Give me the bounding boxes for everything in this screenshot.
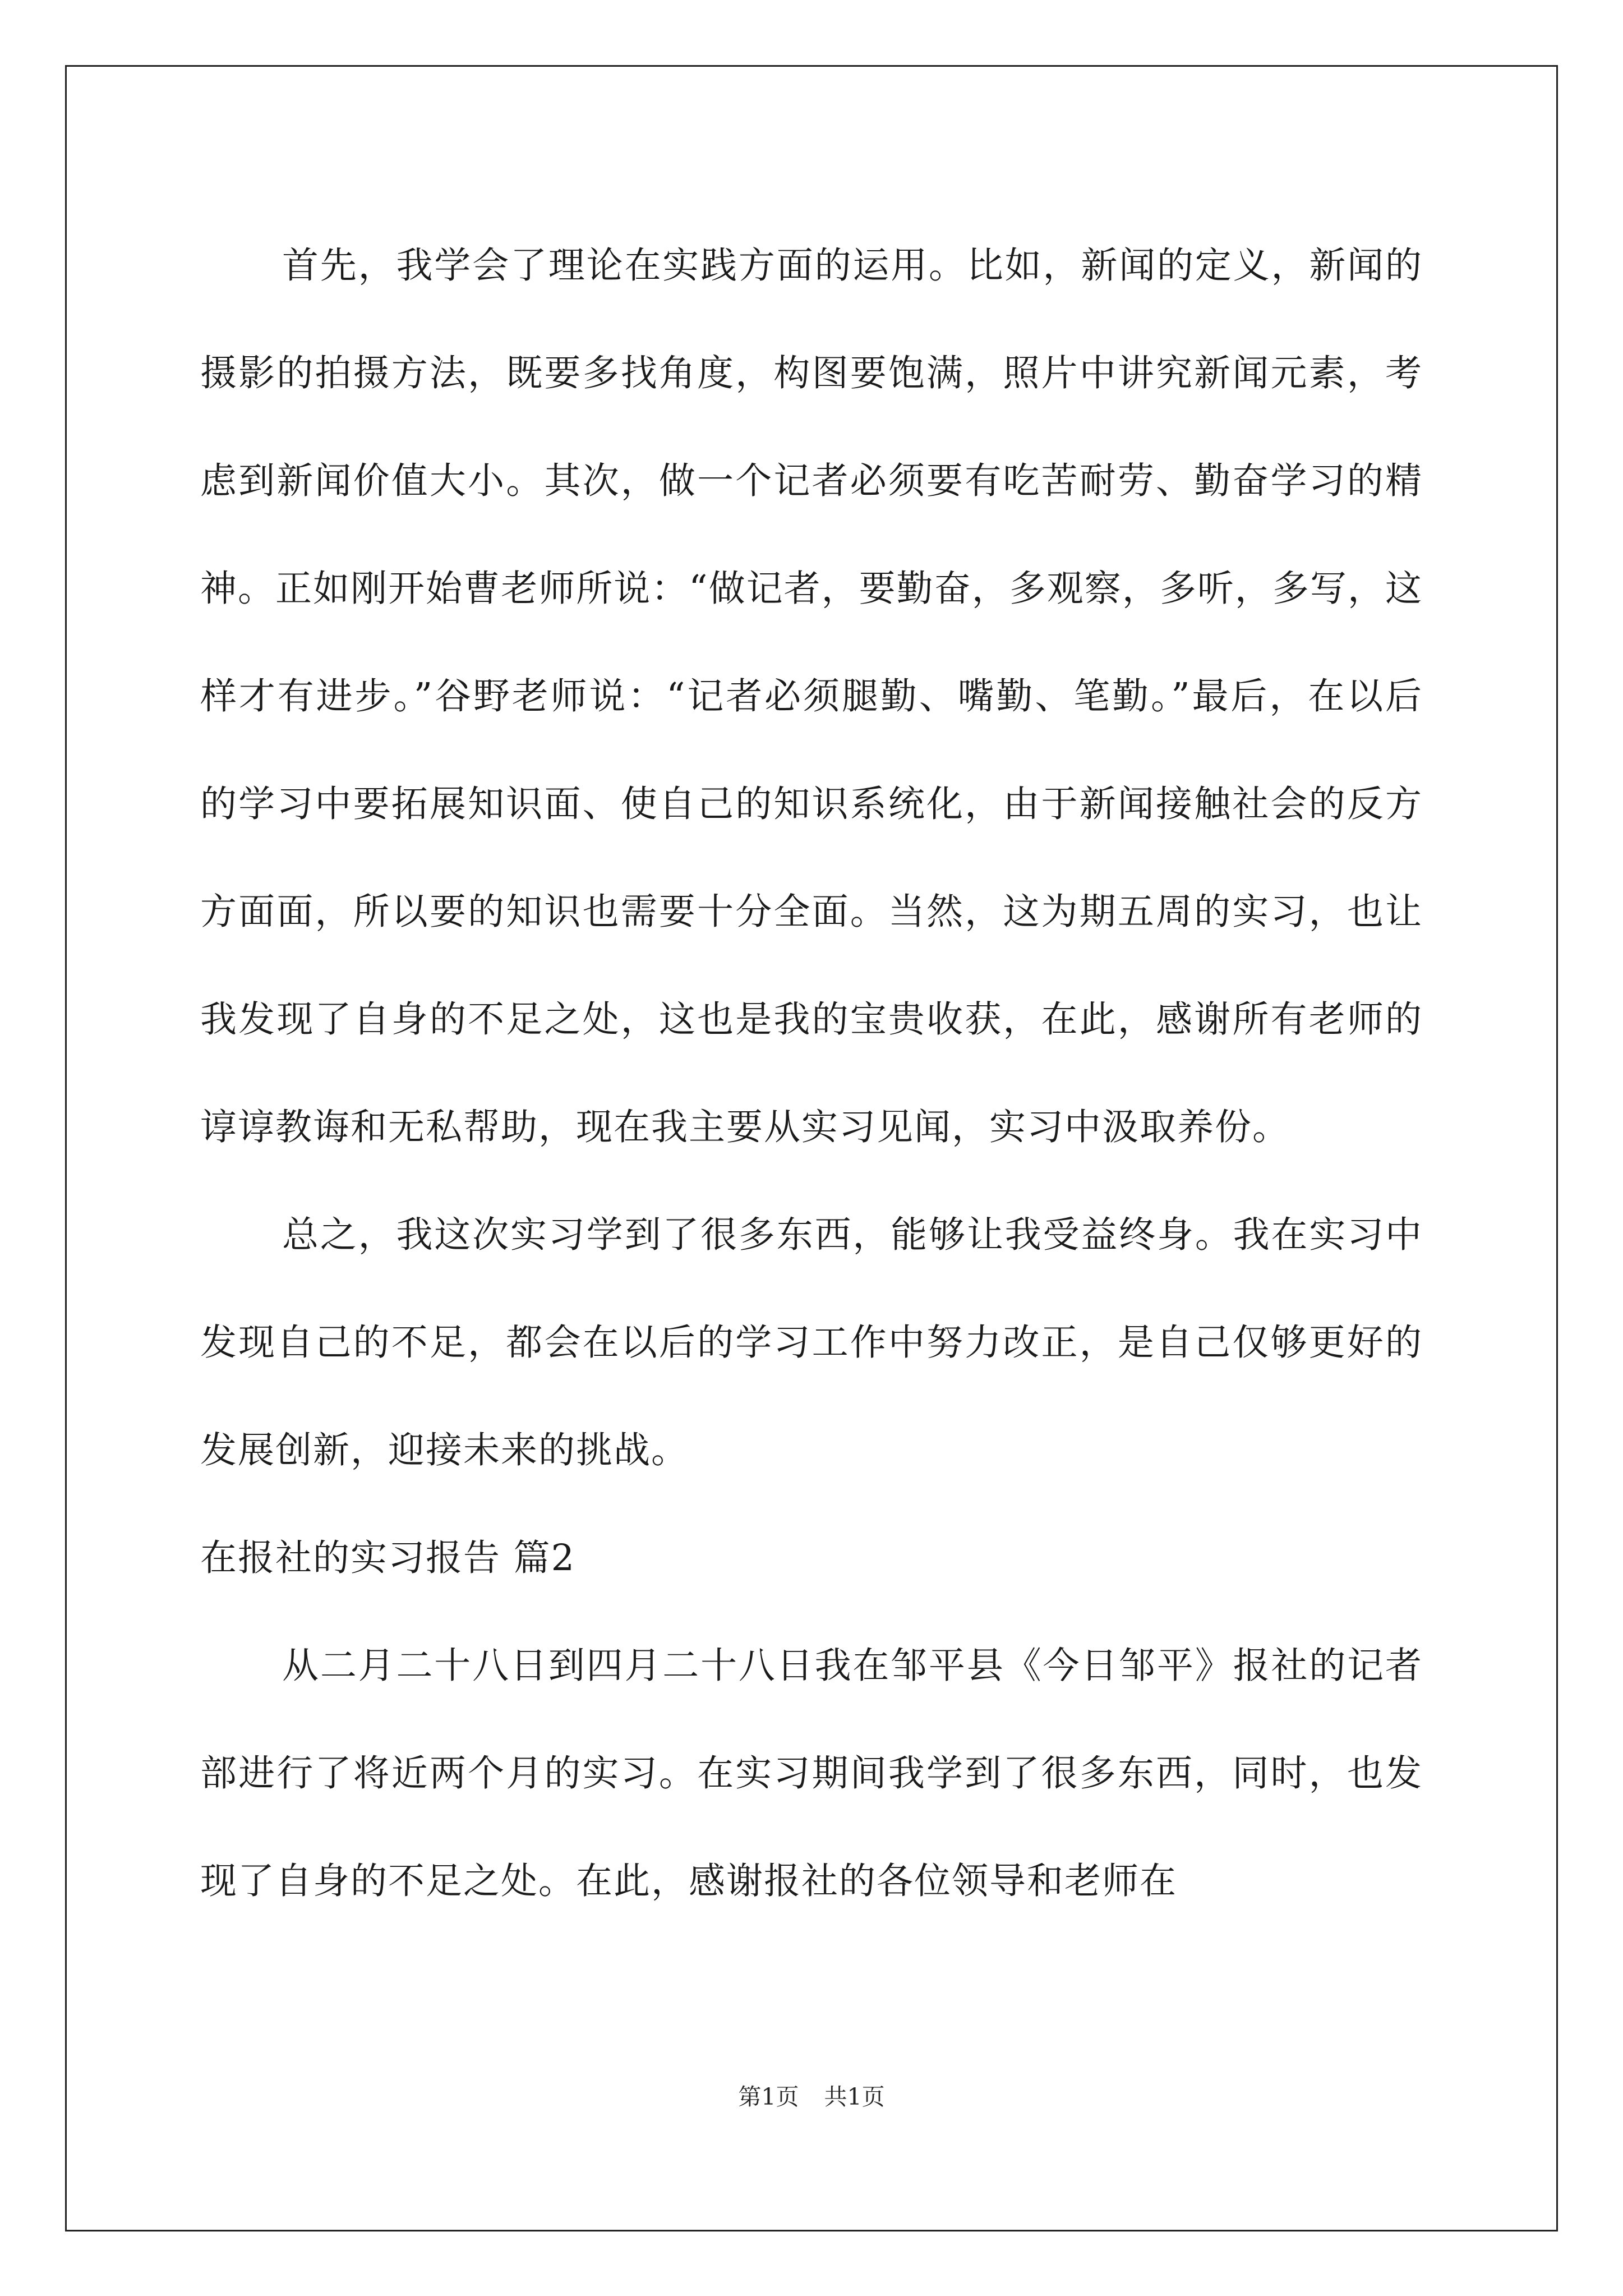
page-total: 共1页 xyxy=(824,2083,885,2110)
page-footer xyxy=(0,2078,1623,2111)
section-heading: 在报社的实习报告 篇2 xyxy=(200,1537,576,1579)
paragraph-1: 首先，我学会了理论在实践方面的运用。比如，新闻的定义，新闻的摄影的拍摄方法，既要多找角度，构图要饱满，照片中讲究新闻元素，考虑到新闻价值大小。其次，做一个记者必须要有吃苦耐劳、勤奋学习的精神。正如刚开始曹老师所说：“做记者，要勤奋，多观察，多听，多写，这样才有进步。”谷野老师说：“记者必须腿勤、嘴勤、笔勤。”最后，在以后的学习中要拓展知识面、使自己的知识系统化，由于新闻接触社会的反方方面面，所以要的知识也需要十分全面。当然，这为期五周的实习，也让我发现了自身的不足之处，这也是我的宝贵收获，在此，感谢所有老师的谆谆教诲和无私帮助，现在我主要从实习见闻，实习中汲取养份。 xyxy=(200,245,1423,1148)
paragraph-2: 总之，我这次实习学到了很多东西，能够让我受益终身。我在实习中发现自己的不足，都会在以后的学习工作中努力改正，是自己仅够更好的发展创新，迎接未来的挑战。 xyxy=(200,1214,1423,1471)
paragraph-3: 从二月二十八日到四月二十八日我在邹平县《今日邹平》报社的记者部进行了将近两个月的实习。在实习期间我学到了很多东西，同时，也发现了自身的不足之处。在此，感谢报社的各位领导和老师在 xyxy=(200,1645,1423,1902)
page-number: 第1页 xyxy=(738,2083,799,2110)
document-body xyxy=(200,212,1423,1935)
